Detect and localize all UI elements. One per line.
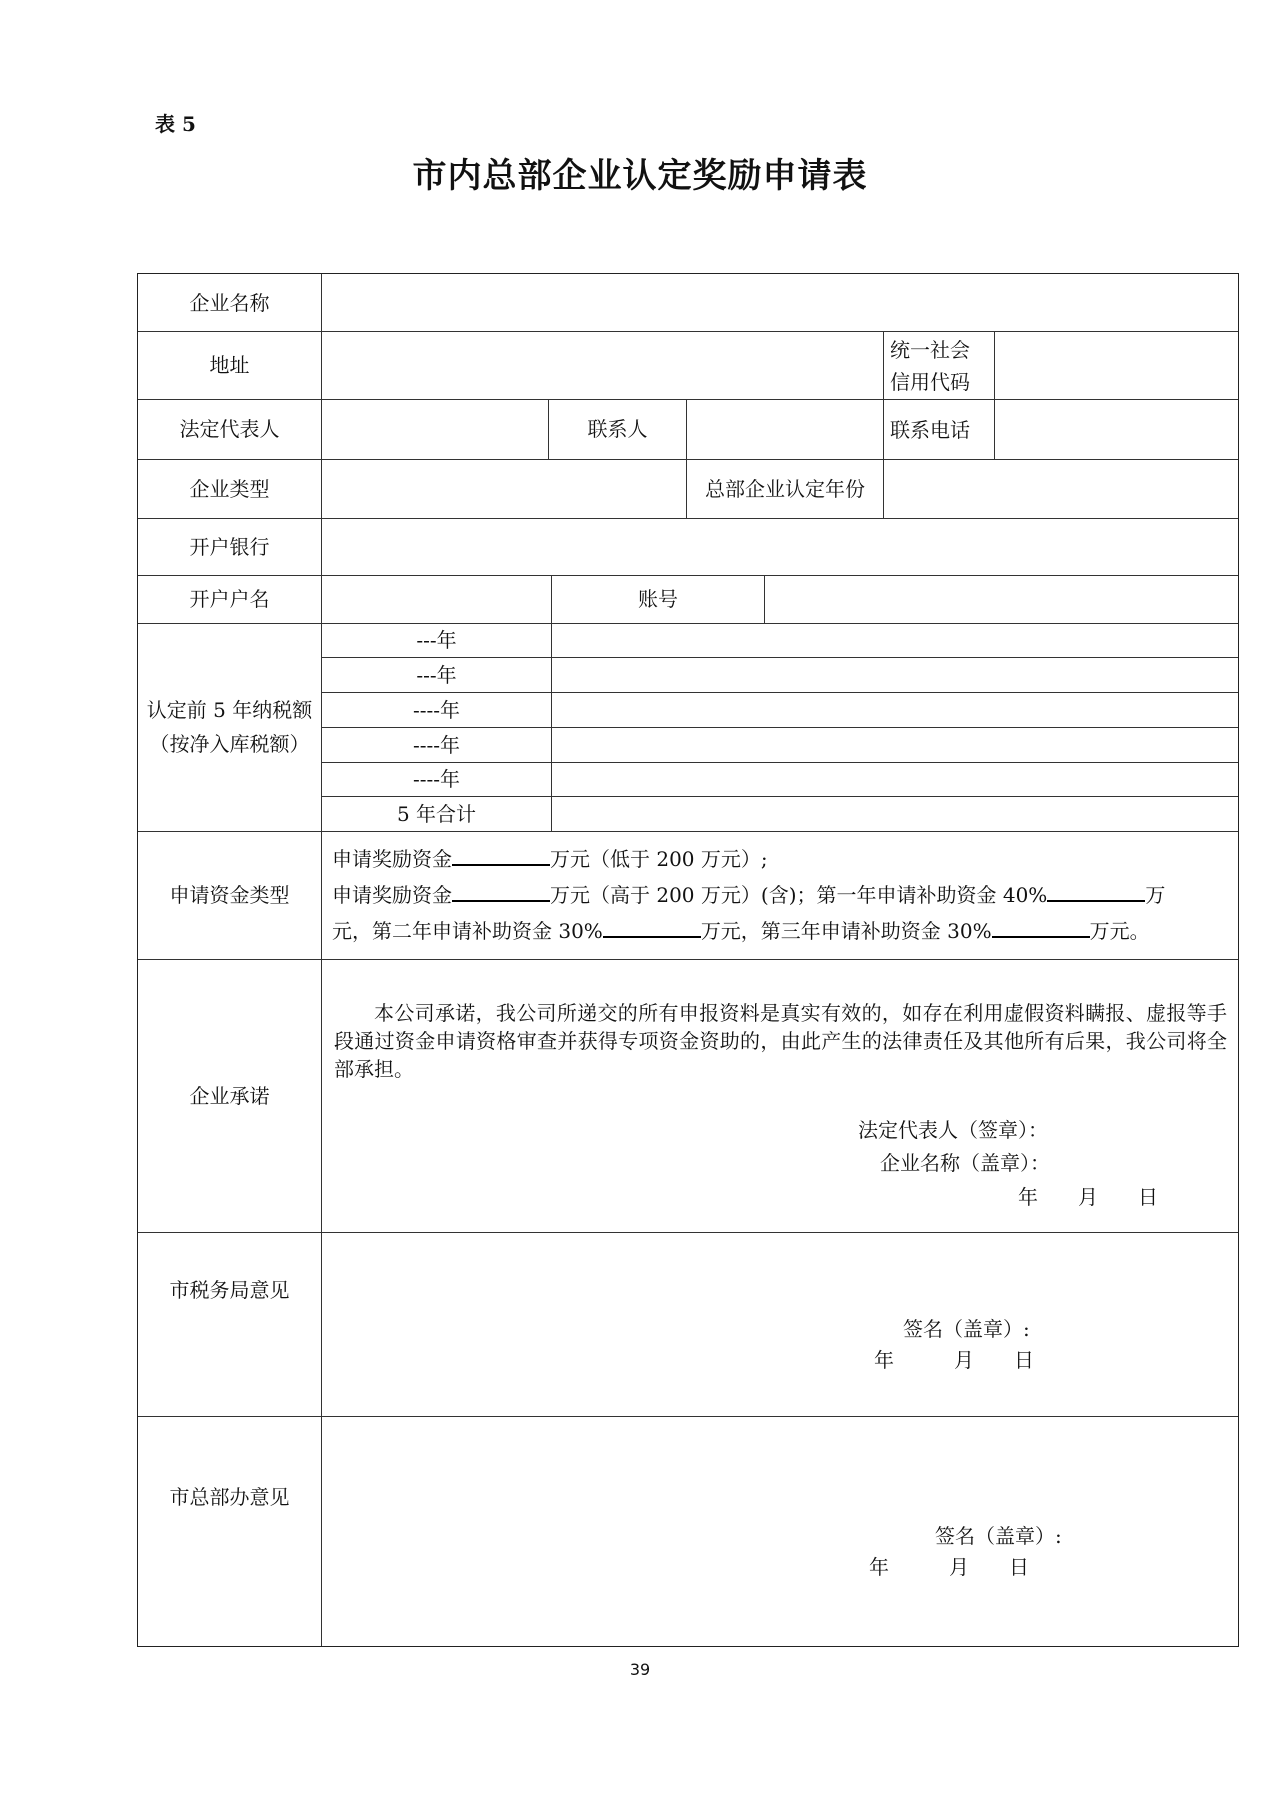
company-name-label: 企业名称: [189, 290, 270, 315]
fund-year2-blank[interactable]: [603, 916, 701, 938]
promise-company-seal: 企业名称（盖章）：: [880, 1151, 1050, 1175]
contact-label: 联系人: [587, 417, 648, 441]
address-label: 地址: [209, 353, 250, 377]
table-label: 表 5: [155, 112, 196, 136]
contact-field[interactable]: [687, 399, 883, 459]
application-form-table: [137, 273, 1239, 1647]
promise-text: 本公司承诺，我公司所递交的所有申报资料是真实有效的，如存在利用虚假资料瞒报、虚报等手段通过资金申请资格审查并获得专项资金资助的，由此产生的法律责任及其他所有后果，我公司将全部承担。: [334, 1001, 1227, 1081]
tax-year-5-field[interactable]: [552, 762, 1238, 796]
fund-year3-blank[interactable]: [992, 916, 1090, 938]
credit-code-label: [890, 334, 990, 398]
fund-line-1: 申请奖励资金 万元（低于 200 万元）;: [332, 841, 1232, 877]
address-field[interactable]: [322, 331, 883, 399]
tax-label-line1: 认定前 5 年纳税额: [146, 698, 313, 722]
company-type-label: 企业类型: [189, 476, 270, 501]
fund-amount-blank-1[interactable]: [452, 844, 550, 866]
tax-year-3-label: ----年: [412, 697, 461, 722]
tax-section-label: [138, 623, 321, 831]
phone-field[interactable]: [995, 399, 1238, 459]
hq-year-label: 总部企业认定年份: [705, 476, 865, 501]
fund-year1-blank[interactable]: [1047, 880, 1145, 902]
credit-code-label-line2: 信用代码: [890, 370, 970, 394]
tax-total-label: 5 年合计: [396, 801, 477, 826]
fund-amount-blank-2[interactable]: [452, 880, 550, 902]
fund-type-label: 申请资金类型: [169, 883, 290, 907]
hq-office-date: 年 月 日: [869, 1555, 1029, 1579]
promise-label: 企业承诺: [189, 1083, 270, 1108]
tax-bureau-label: 市税务局意见: [169, 1278, 290, 1302]
tax-year-1-field[interactable]: [552, 623, 1238, 657]
tax-total-field[interactable]: [552, 796, 1238, 831]
hq-office-sign: 签名（盖章）:: [935, 1524, 1062, 1548]
phone-label: 联系电话: [890, 418, 970, 442]
fund-line-2: 申请奖励资金 万元（高于 200 万元）(含)；第一年申请补助资金 40% 万: [332, 877, 1232, 913]
bank-field[interactable]: [322, 518, 1238, 575]
tax-year-1-label: ---年: [416, 628, 457, 652]
hq-office-opinion-field[interactable]: [322, 1416, 1238, 1646]
tax-label-line2: （按净入库税额）: [149, 732, 310, 756]
account-name-field[interactable]: [322, 575, 551, 623]
tax-bureau-opinion-field[interactable]: [322, 1232, 1238, 1416]
company-name-field[interactable]: [322, 274, 1238, 331]
legal-rep-label: 法定代表人: [179, 417, 280, 441]
hq-office-label: 市总部办意见: [169, 1485, 290, 1509]
bank-label: 开户银行: [189, 534, 270, 559]
page-number: 39: [629, 1660, 651, 1679]
page-title: 市内总部企业认定奖励申请表: [412, 156, 868, 196]
tax-year-4-field[interactable]: [552, 727, 1238, 762]
fund-type-content: [332, 841, 1232, 949]
tax-year-4-label: ----年: [412, 732, 461, 757]
tax-bureau-date: 年 月 日: [874, 1348, 1034, 1372]
tax-year-5-label: ----年: [412, 767, 461, 791]
fund-line-3: 元，第二年申请补助资金 30% 万元，第三年申请补助资金 30% 万元。: [332, 913, 1232, 949]
credit-code-label-line1: 统一社会: [890, 338, 970, 362]
legal-rep-field[interactable]: [322, 399, 548, 459]
account-no-label: 账号: [638, 587, 678, 611]
tax-year-3-field[interactable]: [552, 692, 1238, 727]
account-no-field[interactable]: [765, 575, 1238, 623]
promise-legal-rep-sign: 法定代表人（签章）：: [858, 1118, 1048, 1142]
promise-date: 年 月 日: [1018, 1185, 1158, 1209]
hq-year-field[interactable]: [884, 459, 1238, 518]
company-type-field[interactable]: [322, 459, 686, 518]
tax-year-2-label: ---年: [416, 662, 457, 687]
credit-code-field[interactable]: [995, 331, 1238, 399]
tax-bureau-sign: 签名（盖章）:: [903, 1317, 1030, 1341]
tax-year-2-field[interactable]: [552, 657, 1238, 692]
account-name-label: 开户户名: [189, 587, 270, 611]
